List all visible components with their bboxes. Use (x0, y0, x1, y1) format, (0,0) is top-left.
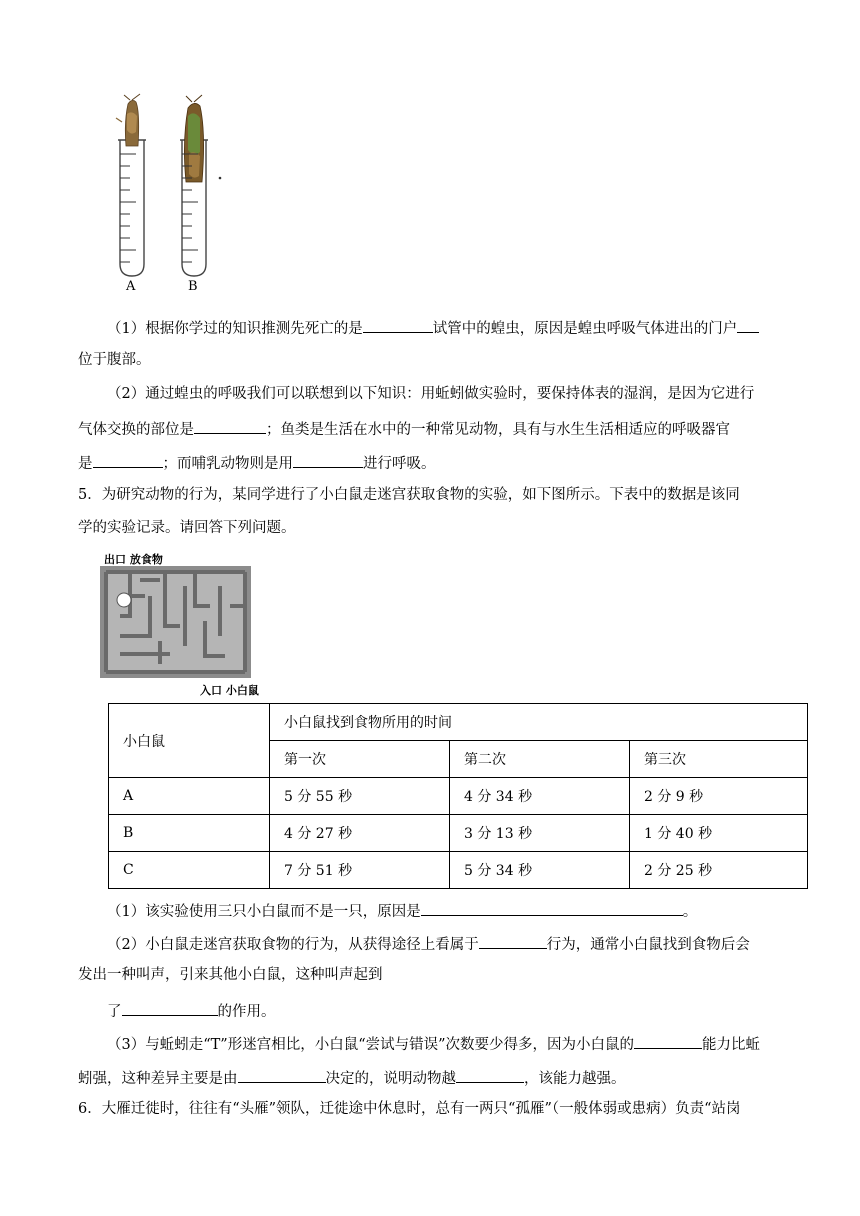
q5-part3-text-d: 决定的，说明动物越 (325, 1071, 456, 1087)
table-cell-time: 2 分 25 秒 (630, 852, 808, 889)
maze-times-table (108, 703, 808, 889)
maze-illustration (100, 566, 251, 678)
q4-part2-line2 (78, 417, 730, 440)
table-cell-time: 4 分 27 秒 (270, 815, 450, 852)
maze-top-caption: 出口 放食物 (104, 553, 163, 566)
q5-intro-line2: 学的实验记录。请回答下列问题。 (78, 520, 296, 536)
q5-part3-text-c: 蚓强，这种差异主要是由 (78, 1071, 238, 1087)
q5-part3-text-b: 能力比蚯 (702, 1037, 761, 1053)
q4-part2-text-f: 进行呼吸。 (363, 456, 436, 472)
q5-part1-line1 (107, 899, 697, 922)
q4-part2-blank-1[interactable] (194, 417, 266, 434)
q5-part3-blank-1[interactable] (634, 1032, 702, 1049)
tube-a (116, 94, 146, 276)
table-header-row-1 (109, 704, 808, 741)
table-cell-name: A (109, 778, 270, 815)
table-cell-time: 7 分 51 秒 (270, 852, 450, 889)
table-header-mouse: 小白鼠 (109, 704, 270, 778)
q5-part3-blank-3[interactable] (456, 1066, 524, 1083)
table-cell-name: C (109, 852, 270, 889)
q4-part2-text-b: 气体交换的部位是 (78, 422, 194, 438)
table-cell-time: 4 分 34 秒 (450, 778, 630, 815)
q5-part2-text-e: 的作用。 (217, 1004, 276, 1020)
q5-part3-blank-2[interactable] (238, 1066, 326, 1083)
q5-part1-text-a: （1）该实验使用三只小白鼠而不是一只，原因是 (107, 904, 421, 920)
q4-part2-text-e: ；而哺乳动物则是用 (162, 456, 293, 472)
q4-part2-line1: （2）通过蝗虫的呼吸我们可以联想到以下知识：用蚯蚓做实验时，要保持体表的湿润，是因为它进行 (107, 386, 755, 402)
q4-part2-blank-2[interactable] (93, 451, 163, 468)
maze-bottom-caption: 入口 小白鼠 (200, 684, 259, 697)
q5-part1-text-b: 。 (682, 904, 698, 920)
q4-part1-text-b: 试管中的蝗虫，原因是蝗虫呼吸气体进出的门户 (432, 321, 738, 337)
q4-part2-text-c: ；鱼类是生活在水中的一种常见动物，具有与水生生活相适应的呼吸器官 (266, 422, 730, 438)
q4-part1-line1 (107, 316, 759, 339)
table-row (109, 815, 808, 852)
q4-part1-text-a: （1）根据你学过的知识推测先死亡的是 (107, 321, 363, 337)
q4-part1-blank-1[interactable] (363, 316, 433, 333)
q5-part2-blank-2[interactable] (122, 999, 218, 1016)
q6-intro-line1: 6．大雁迁徙时，往往有“头雁”领队，迁徙途中休息时，总有一两只“孤雁”（一般体弱或患病）负责“站岗 (78, 1101, 741, 1117)
q4-part1-blank-2[interactable] (737, 316, 759, 333)
table-cell-time: 5 分 55 秒 (270, 778, 450, 815)
table-cell-time: 1 分 40 秒 (630, 815, 808, 852)
q4-part2-blank-3[interactable] (293, 451, 363, 468)
maze-figure (100, 566, 251, 678)
table-cell-time: 5 分 34 秒 (450, 852, 630, 889)
q5-part2-text-d: 了 (107, 1004, 122, 1020)
q5-part2-line2: 发出一种叫声，引来其他小白鼠，这种叫声起到 (78, 967, 383, 983)
q5-part3-line1 (107, 1032, 760, 1055)
q5-intro-line1: 5．为研究动物的行为，某同学进行了小白鼠走迷宫获取食物的实验，如下图所示。下表中的数据是该同 (78, 487, 740, 503)
table-header-first: 第一次 (270, 741, 450, 778)
table-header-group: 小白鼠找到食物所用的时间 (270, 704, 808, 741)
q5-part2-line1 (107, 932, 750, 955)
tube-b-label: B (188, 279, 198, 294)
table-row (109, 852, 808, 889)
q5-part1-blank[interactable] (421, 899, 683, 916)
q5-part3-line2 (78, 1066, 626, 1089)
q5-part2-text-b: 行为，通常小白鼠找到食物后会 (546, 937, 750, 953)
table-cell-time: 3 分 13 秒 (450, 815, 630, 852)
tube-b (180, 95, 221, 276)
table-header-second: 第二次 (450, 741, 630, 778)
q5-part3-text-e: ，该能力越强。 (524, 1071, 626, 1087)
q5-part3-text-a: （3）与蚯蚓走“T”形迷宫相比，小白鼠“尝试与错误”次数要少得多，因为小白鼠的 (107, 1037, 635, 1053)
q4-part2-text-d: 是 (78, 456, 93, 472)
table-cell-name: B (109, 815, 270, 852)
test-tubes-illustration (110, 92, 230, 297)
table-header-third: 第三次 (630, 741, 808, 778)
tube-a-label: A (126, 279, 136, 294)
table-cell-time: 2 分 9 秒 (630, 778, 808, 815)
test-tubes-figure (110, 92, 230, 297)
table-row (109, 778, 808, 815)
q4-part2-line3 (78, 451, 436, 474)
q5-part2-line3 (107, 999, 276, 1022)
q5-part2-text-a: （2）小白鼠走迷宫获取食物的行为，从获得途径上看属于 (107, 937, 479, 953)
q4-part1-line2: 位于腹部。 (78, 352, 151, 368)
q5-part2-blank-1[interactable] (479, 932, 547, 949)
